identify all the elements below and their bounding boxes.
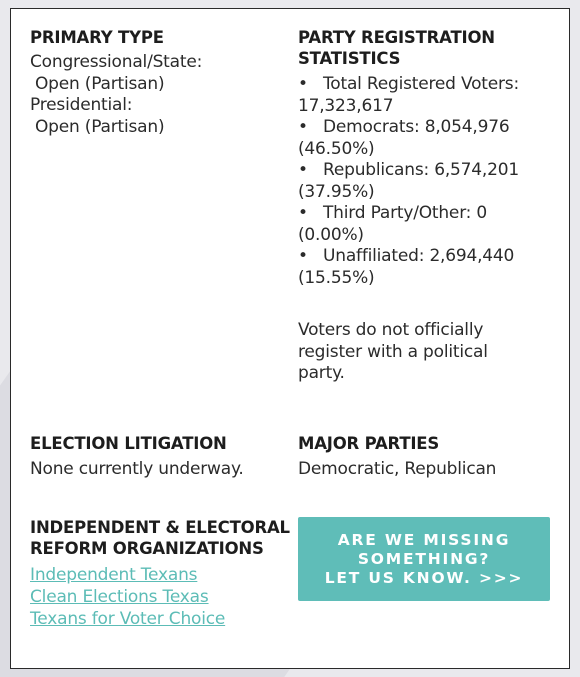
bullet-icon: • xyxy=(298,246,308,266)
primary-type-section xyxy=(30,27,285,138)
missing-something-button[interactable] xyxy=(298,517,550,601)
link-texans-for-voter-choice[interactable]: Texans for Voter Choice xyxy=(30,609,226,629)
bullet-icon: • xyxy=(298,74,308,94)
election-litigation-section xyxy=(30,433,285,481)
primary-type-line: Congressional/State: xyxy=(30,52,203,72)
major-parties-text: Democratic, Republican xyxy=(298,459,497,479)
note-line: Voters do not officially xyxy=(298,320,484,340)
party-registration-section xyxy=(298,27,553,385)
organizations-heading xyxy=(30,517,292,559)
party-registration-heading xyxy=(298,27,553,69)
major-parties-section xyxy=(298,433,553,481)
registration-note xyxy=(298,320,553,385)
heading-line: STATISTICS xyxy=(298,49,401,68)
list-item xyxy=(298,246,553,289)
registration-stats-list xyxy=(298,74,553,289)
list-item xyxy=(298,160,553,203)
note-line: register with a political xyxy=(298,341,488,362)
stat-label: Unaffiliated: 2,694,440 xyxy=(323,246,515,266)
stat-value: (46.50%) xyxy=(298,138,375,159)
heading-line: PARTY REGISTRATION xyxy=(298,28,495,47)
stat-value: (15.55%) xyxy=(298,267,375,288)
note-line: party. xyxy=(298,363,345,383)
list-item xyxy=(298,117,553,160)
stat-value: (0.00%) xyxy=(298,224,364,245)
list-item xyxy=(298,203,553,246)
state-info-card xyxy=(10,8,570,669)
link-independent-texans[interactable]: Independent Texans xyxy=(30,565,198,585)
primary-type-line: Presidential: xyxy=(30,95,133,115)
stat-value: (37.95%) xyxy=(298,181,375,202)
election-litigation-text: None currently underway. xyxy=(30,459,244,479)
organizations-links xyxy=(30,564,292,630)
stat-value: 17,323,617 xyxy=(298,95,394,116)
cta-line: LET US KNOW. >>> xyxy=(324,569,524,587)
primary-type-line: Open (Partisan) xyxy=(35,73,165,94)
cta-line: ARE WE MISSING xyxy=(337,531,511,549)
heading-line: INDEPENDENT & ELECTORAL xyxy=(30,518,290,537)
election-litigation-heading: ELECTION LITIGATION xyxy=(30,434,227,453)
major-parties-heading: MAJOR PARTIES xyxy=(298,434,440,453)
stat-label: Republicans: 6,574,201 xyxy=(323,160,519,180)
heading-line: REFORM ORGANIZATIONS xyxy=(30,539,264,558)
primary-type-values xyxy=(30,52,285,138)
bullet-icon: • xyxy=(298,117,308,137)
link-clean-elections-texas[interactable]: Clean Elections Texas xyxy=(30,587,209,607)
bullet-icon: • xyxy=(298,160,308,180)
stat-label: Total Registered Voters: xyxy=(323,74,519,94)
primary-type-heading: PRIMARY TYPE xyxy=(30,28,164,47)
stat-label: Democrats: 8,054,976 xyxy=(323,117,510,137)
bullet-icon: • xyxy=(298,203,308,223)
organizations-section xyxy=(30,517,292,630)
primary-type-line: Open (Partisan) xyxy=(35,116,165,137)
list-item xyxy=(298,74,553,117)
stat-label: Third Party/Other: 0 xyxy=(323,203,488,223)
cta-line: SOMETHING? xyxy=(357,550,491,568)
